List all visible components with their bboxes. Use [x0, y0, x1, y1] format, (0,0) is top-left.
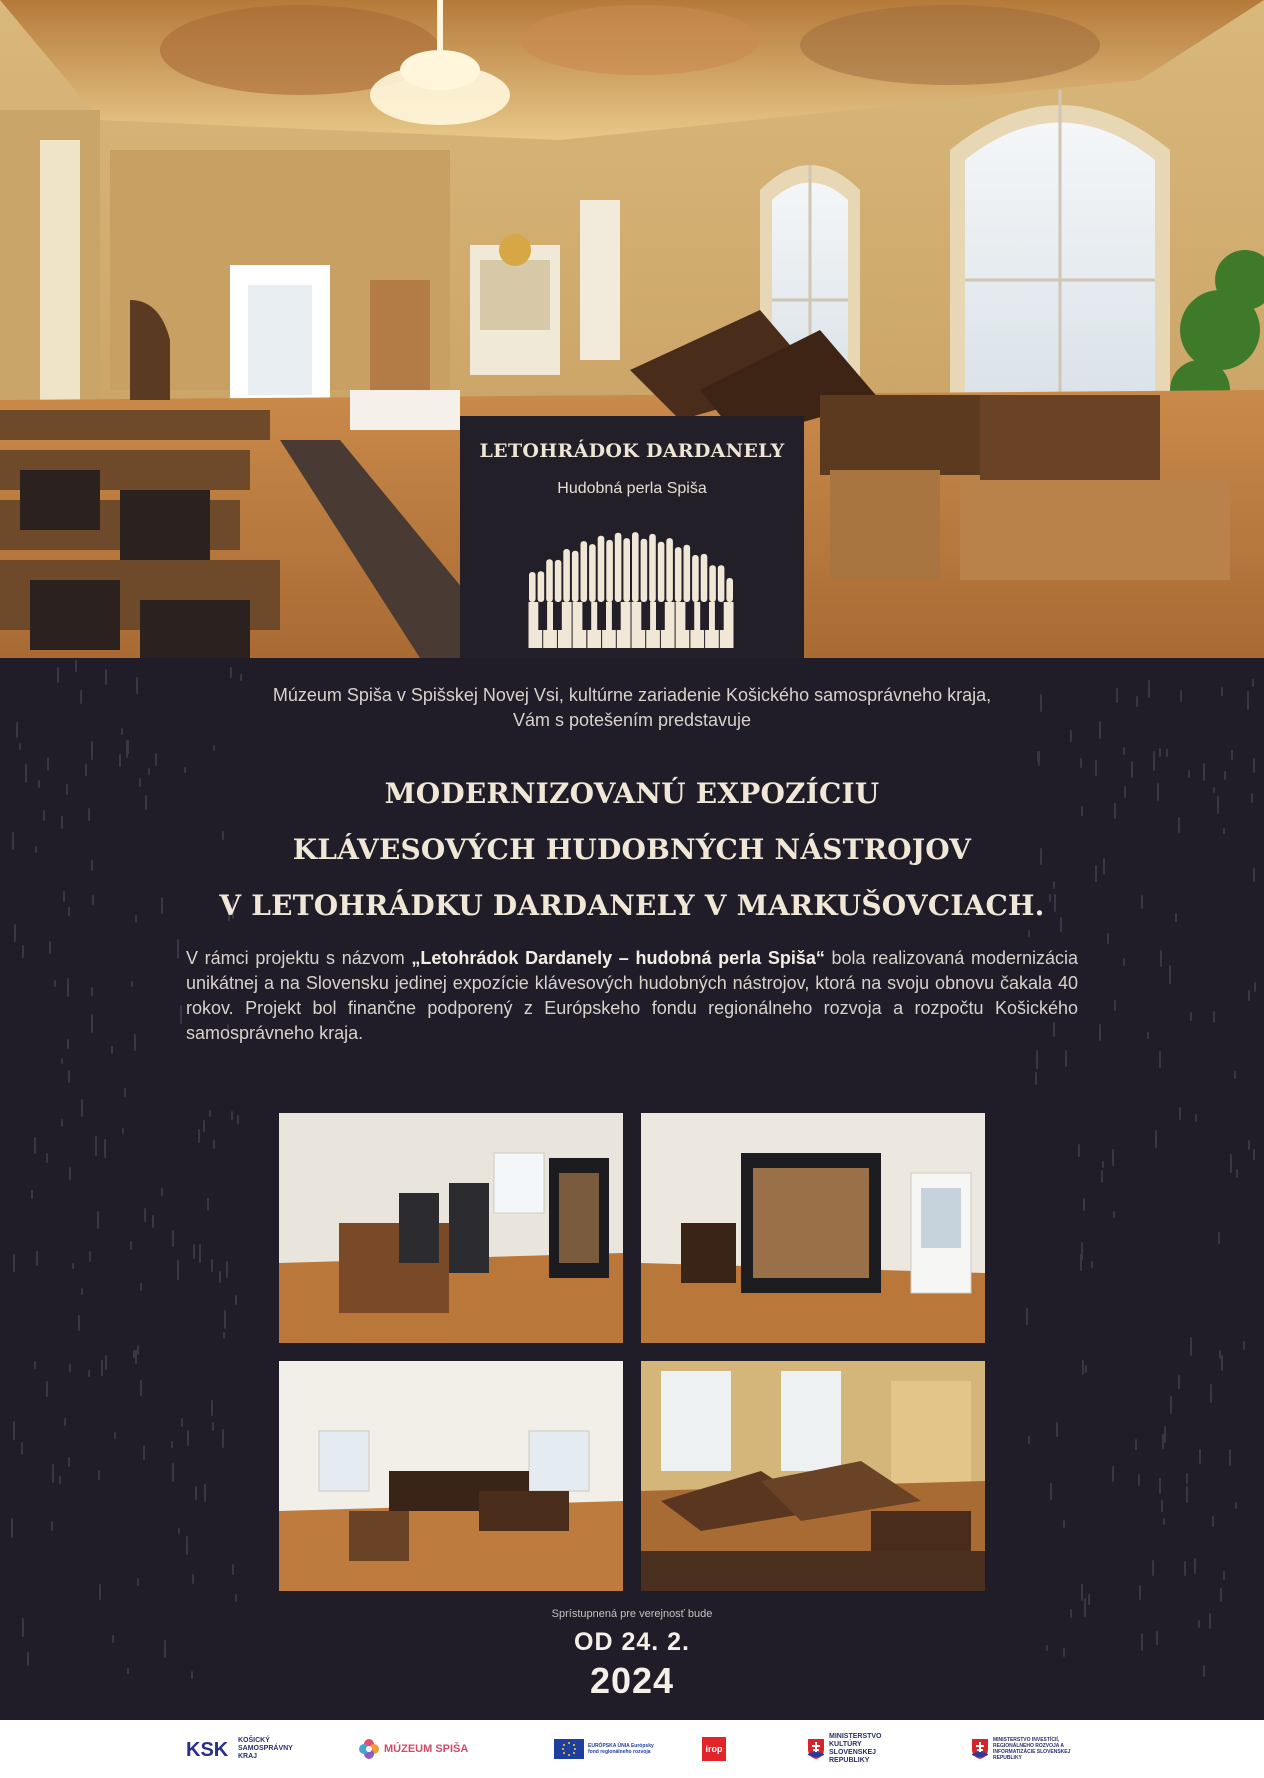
background-dash — [1114, 1000, 1116, 1011]
background-dash — [213, 1140, 215, 1149]
background-dash — [1248, 1140, 1250, 1150]
background-dash — [143, 1445, 145, 1460]
background-dash — [98, 1470, 100, 1480]
ministerstvo-kultury-logo — [808, 1720, 899, 1778]
background-dash — [57, 667, 59, 683]
background-dash — [75, 660, 77, 672]
background-dash — [63, 891, 65, 903]
background-dash — [127, 740, 129, 754]
background-dash — [1229, 1449, 1231, 1466]
background-dash — [1081, 1242, 1083, 1261]
background-dash — [1186, 1486, 1188, 1503]
background-dash — [91, 860, 93, 871]
background-dash — [51, 1521, 53, 1531]
background-dash — [59, 1476, 61, 1484]
organ-pipe — [701, 554, 708, 602]
irop-logo-text: irop — [702, 1737, 726, 1761]
background-dash — [34, 1361, 36, 1369]
background-dash — [1175, 913, 1177, 922]
background-dash — [198, 1129, 200, 1142]
background-dash — [1203, 763, 1205, 781]
background-dash — [72, 1263, 74, 1269]
background-dash — [69, 1167, 71, 1180]
background-dash — [67, 1039, 69, 1049]
background-dash — [1138, 1474, 1140, 1486]
organ-pipe — [606, 540, 613, 602]
organ-pipe — [666, 538, 673, 602]
background-dash — [1152, 1560, 1154, 1576]
background-dash — [1199, 1449, 1201, 1464]
background-dash — [1038, 751, 1040, 766]
background-dash — [80, 690, 82, 704]
background-dash — [1116, 688, 1118, 703]
background-dash — [81, 1288, 83, 1295]
background-dash — [1135, 1439, 1137, 1450]
eu-logo-text: EURÓPSKA ÚNIA Európsky fond regionálneho rozvoja — [588, 1743, 654, 1755]
background-dash — [1063, 1520, 1065, 1528]
background-dash — [1184, 1561, 1186, 1576]
background-dash — [52, 1464, 54, 1483]
background-dash — [1223, 828, 1225, 834]
piano-black-key — [612, 602, 621, 630]
background-dash — [36, 1251, 38, 1266]
background-dash — [134, 1034, 136, 1052]
background-dash — [219, 1271, 221, 1283]
irop-logo — [702, 1720, 726, 1778]
background-dash — [1159, 1051, 1161, 1068]
background-dash — [1123, 958, 1125, 966]
background-dash — [235, 1295, 237, 1304]
organ-pipe — [598, 536, 605, 602]
background-dash — [231, 1111, 233, 1119]
title-card — [460, 416, 804, 658]
background-dash — [105, 1355, 107, 1370]
background-dash — [99, 1584, 101, 1600]
background-dash — [101, 1360, 103, 1376]
organ-pipe — [589, 544, 596, 602]
organ-pipe — [684, 545, 691, 602]
background-dash — [1169, 965, 1171, 984]
background-dash — [97, 1211, 99, 1230]
background-dash — [38, 780, 40, 789]
ksk-mark-text: KSK — [186, 1739, 229, 1761]
headline-line-2: KLÁVESOVÝCH HUDOBNÝCH NÁSTROJOV — [292, 833, 972, 866]
background-dash — [1180, 690, 1182, 703]
background-dash — [180, 1005, 182, 1024]
organ-pipe — [658, 542, 665, 602]
background-dash — [1236, 1169, 1238, 1178]
background-dash — [43, 810, 45, 821]
organ-pipe — [692, 555, 699, 602]
piano-black-key — [715, 602, 724, 630]
background-dash — [49, 941, 51, 954]
background-dash — [1085, 1365, 1087, 1373]
background-dash — [1102, 1161, 1104, 1168]
ministerstvo-kultury-text: MINISTERSTVO KULTÚRY SLOVENSKEJ REPUBLIKY — [829, 1733, 882, 1764]
background-dash — [91, 987, 93, 995]
background-dash — [240, 674, 242, 680]
background-dash — [1050, 1483, 1052, 1500]
background-dash — [1188, 770, 1190, 778]
organ-pipe — [641, 539, 648, 602]
background-dash — [222, 1429, 224, 1448]
background-dash — [1099, 1024, 1101, 1040]
background-dash — [34, 1137, 36, 1154]
background-dash — [207, 1198, 209, 1211]
organ-pipe — [538, 571, 545, 602]
organ-pipe — [563, 549, 570, 602]
opening-date: OD 24. 2. — [574, 1628, 690, 1656]
organ-pipe — [709, 565, 716, 602]
background-dash — [1253, 1149, 1255, 1160]
background-dash — [1213, 1011, 1215, 1023]
background-dash — [1107, 933, 1109, 944]
ministerstvo-investicii-logo — [972, 1720, 1093, 1778]
background-dash — [12, 832, 14, 850]
ksk-logo — [186, 1720, 293, 1778]
background-dash — [25, 764, 27, 783]
background-dash — [1190, 1337, 1192, 1356]
background-dash — [1221, 687, 1223, 696]
background-dash — [172, 1463, 174, 1482]
background-dash — [186, 1536, 188, 1556]
body-text-before: V rámci projektu s názvom — [186, 948, 412, 968]
background-dash — [1028, 1436, 1030, 1445]
organ-pipe — [726, 578, 733, 602]
organ-pipe — [615, 533, 622, 602]
background-dash — [1080, 1254, 1082, 1271]
background-dash — [1065, 1050, 1067, 1067]
background-dash — [1170, 1396, 1172, 1415]
background-dash — [232, 1564, 234, 1576]
background-dash — [1056, 1422, 1058, 1437]
intro-line-1: Múzeum Spiša v Spišskej Novej Vsi, kultúrne zariadenie Košického samosprávneho kraja, — [272, 685, 992, 705]
piano-black-key — [553, 602, 562, 630]
background-dash — [31, 1190, 33, 1199]
background-dash — [1212, 1516, 1214, 1526]
background-dash — [111, 1046, 113, 1054]
muzeum-spisa-logo — [358, 1720, 468, 1778]
gallery-photo-1 — [279, 1113, 623, 1343]
background-dash — [1253, 758, 1255, 773]
background-dash — [61, 1058, 63, 1064]
background-dash — [1123, 747, 1125, 755]
background-dash — [46, 1153, 48, 1163]
background-dash — [1036, 1050, 1038, 1069]
background-dash — [1159, 748, 1161, 757]
background-dash — [35, 846, 37, 853]
organ-pipe — [632, 532, 639, 602]
background-dash — [230, 667, 232, 678]
background-dash — [114, 1432, 116, 1439]
background-dash — [199, 1244, 201, 1263]
background-dash — [1213, 787, 1215, 793]
background-dash — [1253, 868, 1255, 883]
card-subtitle: Hudobná perla Spiša — [557, 480, 707, 497]
background-dash — [1195, 1114, 1197, 1122]
piano-black-key — [582, 602, 591, 630]
background-dash — [1179, 1107, 1181, 1120]
background-dash — [1160, 950, 1162, 967]
background-dash — [121, 728, 123, 736]
background-dash — [88, 808, 90, 821]
background-dash — [16, 722, 18, 738]
background-dash — [193, 1244, 195, 1258]
eu-logo — [554, 1720, 654, 1778]
background-dash — [1254, 982, 1256, 992]
organ-pipe — [581, 541, 588, 602]
opening-note: Sprístupnená pre verejnosť bude — [551, 1608, 713, 1620]
background-dash — [68, 907, 70, 915]
background-dash — [1081, 1584, 1083, 1600]
organ-pipe — [555, 560, 562, 602]
background-dash — [1136, 696, 1138, 707]
background-dash — [177, 939, 179, 959]
background-dash — [1113, 1211, 1115, 1218]
background-dash — [67, 978, 69, 997]
organ-pipe — [675, 547, 682, 602]
muzeum-logo-text: MÚZEUM SPIŠA — [384, 1743, 469, 1755]
gallery-photo-4 — [641, 1361, 985, 1591]
background-dash — [92, 895, 94, 905]
background-dash — [187, 1430, 189, 1446]
background-dash — [211, 1400, 213, 1416]
background-dash — [64, 1418, 66, 1426]
background-dash — [1234, 1071, 1236, 1079]
background-dash — [1163, 1518, 1165, 1525]
background-dash — [1083, 1198, 1085, 1211]
background-dash — [223, 1332, 225, 1339]
opening-year: 2024 — [589, 1660, 675, 1701]
background-dash — [61, 1119, 63, 1126]
background-dash — [13, 1254, 15, 1271]
organ-pipe — [718, 565, 725, 602]
background-dash — [1231, 750, 1233, 760]
slovak-coat-of-arms-icon — [808, 1739, 824, 1759]
background-dash — [172, 1230, 174, 1247]
background-dash — [1035, 1072, 1037, 1085]
organ-pipe — [572, 551, 579, 602]
background-dash — [1252, 679, 1254, 688]
background-dash — [1251, 793, 1253, 804]
slovak-coat-of-arms-icon — [972, 1739, 988, 1759]
background-dash — [78, 1315, 80, 1331]
background-dash — [1194, 1558, 1196, 1574]
background-dash — [68, 1457, 70, 1467]
background-dash — [152, 1215, 154, 1228]
intro-line-2: Vám s potešením predstavuje — [512, 710, 752, 730]
background-dash — [1230, 1154, 1232, 1173]
background-dash — [61, 816, 63, 829]
background-dash — [171, 1441, 173, 1448]
background-dash — [192, 1574, 194, 1584]
background-dash — [161, 1188, 163, 1197]
footer-logo-bar — [0, 1720, 1264, 1778]
background-dash — [209, 1110, 211, 1117]
piano-black-key — [656, 602, 665, 630]
background-dash — [91, 1014, 93, 1034]
piano-black-key — [538, 602, 547, 630]
background-dash — [54, 980, 56, 987]
background-dash — [46, 1381, 48, 1397]
background-dash — [1221, 1355, 1223, 1371]
background-dash — [181, 1418, 183, 1427]
background-dash — [1078, 1144, 1080, 1157]
background-dash — [178, 1528, 180, 1534]
background-dash — [1190, 1012, 1192, 1021]
background-dash — [1112, 1466, 1114, 1482]
background-dash — [131, 981, 133, 987]
background-dash — [122, 1128, 124, 1134]
background-dash — [88, 1370, 90, 1376]
background-dash — [1178, 1375, 1180, 1389]
gallery-photo-2 — [641, 1113, 985, 1343]
organ-piano-keys-icon — [528, 520, 734, 655]
background-dash — [47, 757, 49, 771]
background-dash — [21, 1442, 23, 1455]
background-dash — [1217, 796, 1219, 813]
background-dash — [1161, 1500, 1163, 1512]
background-dash — [177, 1260, 179, 1280]
background-dash — [212, 1422, 214, 1432]
gallery-photo-3 — [279, 1361, 623, 1591]
background-dash — [224, 1310, 226, 1330]
intro-text — [150, 683, 1114, 733]
organ-pipe — [623, 538, 630, 602]
background-dash — [1248, 990, 1250, 1001]
background-dash — [105, 669, 107, 686]
background-dash — [1198, 1620, 1200, 1628]
background-dash — [237, 1115, 239, 1124]
background-dash — [1082, 1360, 1084, 1374]
background-dash — [69, 1364, 71, 1372]
background-dash — [1026, 1308, 1028, 1326]
card-title: LETOHRÁDOK DARDANELY — [479, 440, 785, 462]
background-dash — [213, 745, 215, 752]
piano-black-key — [685, 602, 694, 630]
headline-line-1: MODERNIZOVANÚ EXPOZÍCIU — [384, 777, 880, 810]
background-dash — [1243, 1341, 1245, 1350]
background-dash — [1235, 1502, 1237, 1509]
background-dash — [1247, 691, 1249, 710]
project-name: „Letohrádok Dardanely – hudobná perla Spiša“ — [411, 948, 825, 968]
background-dash — [137, 1578, 139, 1585]
background-dash — [1166, 749, 1168, 757]
background-dash — [1088, 1594, 1090, 1605]
background-dash — [1159, 1478, 1161, 1495]
background-dash — [104, 1139, 106, 1158]
background-dash — [1164, 1426, 1166, 1443]
background-dash — [85, 764, 87, 776]
background-dash — [195, 1486, 197, 1500]
eu-flag-icon — [554, 1739, 584, 1759]
headline-line-3: V LETOHRÁDKU DARDANELY V MARKUŠOVCIACH. — [219, 889, 1045, 922]
background-dash — [1218, 1232, 1220, 1245]
background-dash — [1220, 1588, 1222, 1601]
background-dash — [1186, 1473, 1188, 1484]
background-dash — [13, 1421, 15, 1439]
background-dash — [1139, 1585, 1141, 1600]
background-dash — [235, 1594, 237, 1602]
background-dash — [226, 1261, 228, 1278]
background-dash — [81, 1099, 83, 1118]
background-dash — [11, 1518, 13, 1538]
background-dash — [140, 1283, 142, 1291]
background-dash — [66, 784, 68, 795]
background-dash — [155, 753, 157, 765]
background-dash — [124, 1088, 126, 1097]
background-dash — [136, 677, 138, 694]
background-dash — [1147, 1032, 1149, 1039]
background-dash — [19, 743, 21, 749]
background-dash — [203, 1120, 205, 1132]
background-dash — [1178, 817, 1180, 834]
background-dash — [1155, 1130, 1157, 1148]
background-dash — [140, 1380, 142, 1396]
ministerstvo-investicii-text: MINISTERSTVO INVESTÍCIÍ, REGIONÁLNEHO ROZVOJA A INFORMATIZÁCIE SLOVENSKEJ REPUBLIKY — [993, 1737, 1071, 1761]
ksk-logo-text: KOŠICKÝ SAMOSPRÁVNY KRAJ — [238, 1737, 293, 1760]
body-paragraph — [186, 946, 1078, 1046]
body-text-after: bola realizovaná modernizácia unikátnej a na Slovensku jedinej expozície klávesových hudobných nástrojov, ktorá na svoju obnovu čakala 40 rokov. Projekt bol finančne podporený z Európskeho fondu regionálneho rozvoja a rozpočtu Košického samosprávneho kraja. — [186, 948, 1079, 1043]
organ-pipe — [649, 534, 656, 602]
piano-black-key — [641, 602, 650, 630]
piano-black-key — [700, 602, 709, 630]
headline — [100, 766, 1164, 934]
background-dash — [1101, 1170, 1103, 1183]
piano-black-key — [597, 602, 606, 630]
background-dash — [1112, 1149, 1114, 1165]
background-dash — [91, 741, 93, 760]
ksk-mark-icon — [186, 1737, 234, 1761]
organ-pipe — [546, 559, 553, 602]
background-dash — [135, 1350, 137, 1364]
background-dash — [1210, 1384, 1212, 1403]
background-dash — [1091, 1261, 1093, 1268]
background-dash — [14, 924, 16, 942]
background-dash — [22, 945, 24, 958]
background-dash — [89, 1251, 91, 1262]
background-dash — [130, 1241, 132, 1250]
background-dash — [204, 1484, 206, 1501]
background-dash — [68, 1070, 70, 1083]
background-dash — [144, 1208, 146, 1222]
background-dash — [95, 1136, 97, 1156]
background-dash — [1223, 1571, 1225, 1580]
organ-pipe — [529, 572, 536, 602]
background-dash — [1224, 771, 1226, 780]
muzeum-flower-icon — [358, 1738, 380, 1760]
background-dash — [1148, 680, 1150, 698]
background-dash — [211, 1259, 213, 1272]
